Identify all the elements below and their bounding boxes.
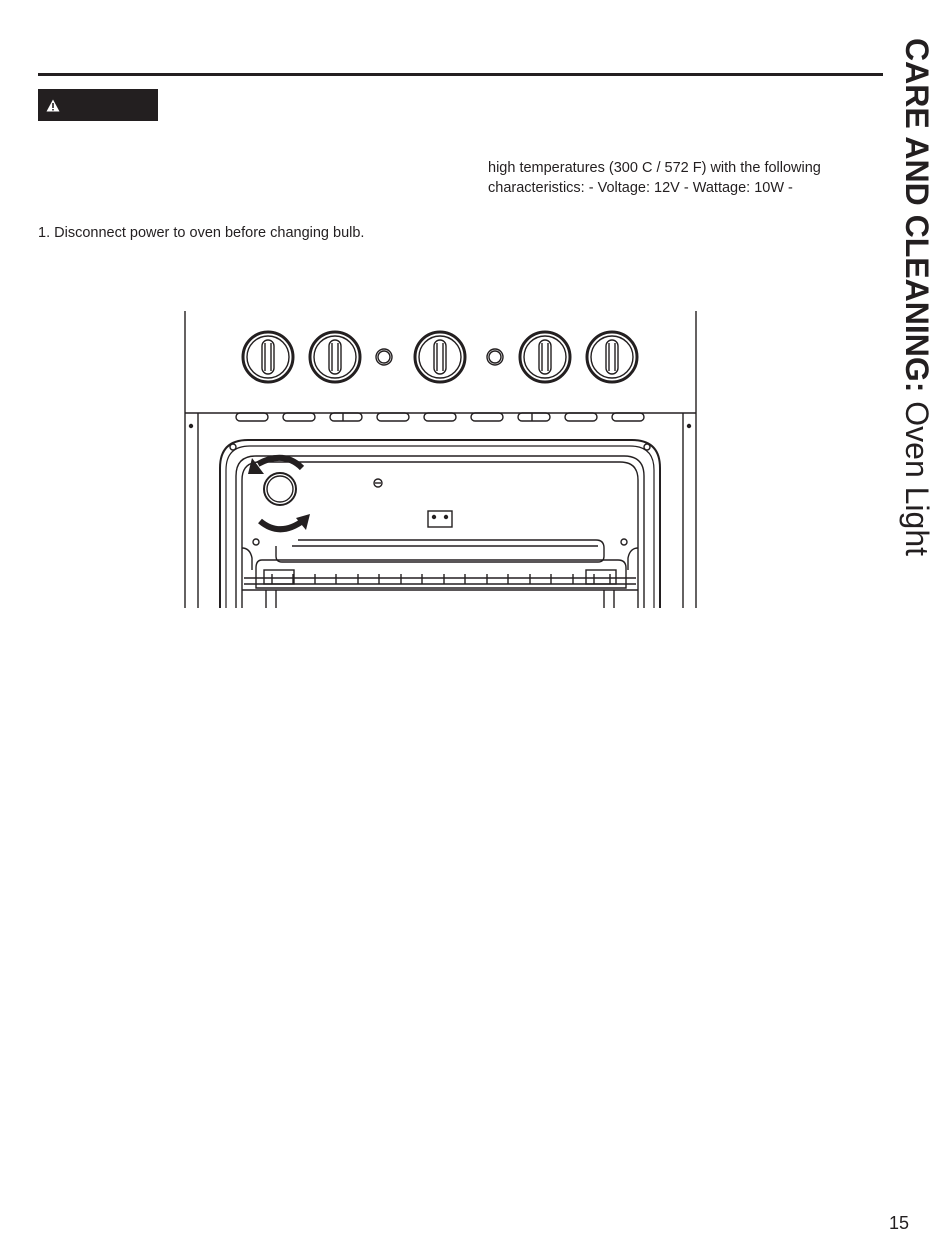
- section-title-bold: CARE AND CLEANING:: [899, 38, 935, 393]
- warning-label: [38, 89, 158, 121]
- warning-triangle-icon: [46, 99, 60, 112]
- oven-rack: [244, 560, 636, 588]
- control-knobs: [243, 332, 637, 382]
- light-cover: [264, 473, 296, 505]
- bulb-spec-text: high temperatures (300 C / 572 F) with the following characteristics: - Voltage: 12V - Wattage: 10W -: [488, 160, 821, 196]
- header-rule: [38, 73, 883, 76]
- vent-slots: [236, 413, 644, 421]
- section-title: [892, 38, 942, 563]
- page-number: 15: [889, 1213, 910, 1233]
- oven-light-illustration: [180, 308, 700, 613]
- section-title-light: Oven Light: [899, 392, 935, 557]
- step-1-text: 1. Disconnect power to oven before changing bulb.: [38, 225, 365, 241]
